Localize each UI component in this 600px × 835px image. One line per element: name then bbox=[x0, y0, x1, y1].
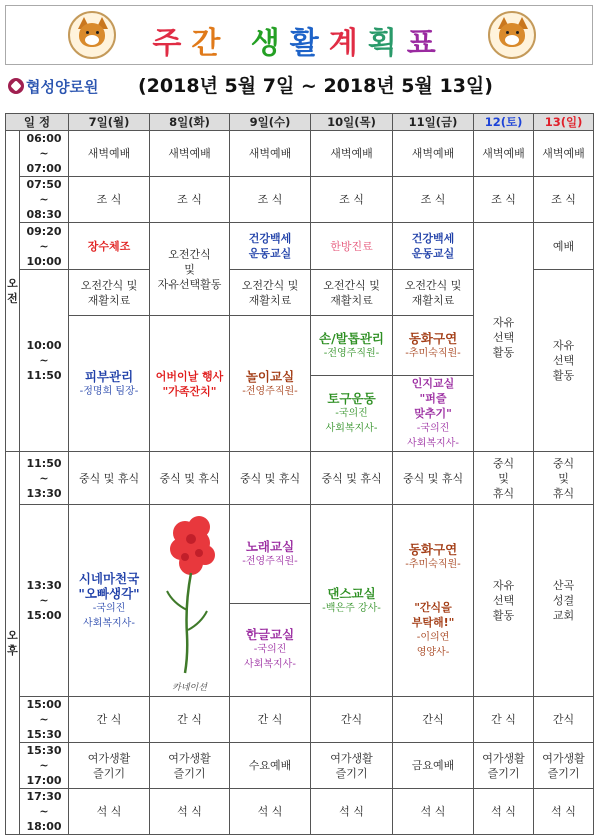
am-label: 오전 bbox=[6, 131, 20, 452]
time-cell: 17:30 ~ 18:00 bbox=[20, 789, 69, 835]
cell-snack-mon: 간 식 bbox=[69, 697, 150, 743]
cell-breakfast-fri: 조 식 bbox=[393, 177, 474, 223]
cell-snack-rehab-thu: 오전간식 및 재활치료 bbox=[311, 270, 393, 316]
title-char: 주 bbox=[152, 26, 192, 61]
carnation-icon bbox=[155, 505, 225, 685]
cell-worship-sun: 예배 bbox=[534, 223, 594, 270]
cell-free-sat: 자유 선택 활동 bbox=[474, 223, 534, 452]
cell-play-wed: 놀이교실 -전영주직원- bbox=[230, 316, 311, 452]
cell-dawn-fri: 새벽예배 bbox=[393, 131, 474, 177]
cell-snack-sun: 간식 bbox=[534, 697, 594, 743]
time-cell: 11:50 ~ 13:30 bbox=[20, 452, 69, 505]
cell-breakfast-thu: 조 식 bbox=[311, 177, 393, 223]
cell-lunch-sun: 중식 및 휴식 bbox=[534, 452, 594, 505]
cell-oriental-thu: 한방진료 bbox=[311, 223, 393, 270]
cell-lunch-fri: 중식 및 휴식 bbox=[393, 452, 474, 505]
cell-snack-free-tue: 오전간식 및 자유선택활동 bbox=[150, 223, 230, 316]
cell-pm-fri: 동화구연 -추미숙직원- "간식을 부탁해!" -이의연 영양사- bbox=[393, 505, 474, 697]
cell-cog-fri: 인지교실 "퍼즐 맞추기" -국의진 사회복지사- bbox=[393, 376, 474, 452]
table-row bbox=[6, 789, 594, 835]
weekly-schedule-table bbox=[5, 113, 594, 835]
table-row bbox=[6, 743, 594, 789]
cell-dawn-sun: 새벽예배 bbox=[534, 131, 594, 177]
title-char: 활 bbox=[289, 26, 329, 61]
table-row bbox=[6, 505, 594, 604]
cell-snack-rehab-mon: 오전간식 및 재활치료 bbox=[69, 270, 150, 316]
header-row bbox=[6, 114, 594, 131]
time-cell: 09:20 ~ 10:00 bbox=[20, 223, 69, 270]
cell-dawn-thu: 새벽예배 bbox=[311, 131, 393, 177]
table-row bbox=[6, 131, 594, 177]
cell-dinner-fri: 석 식 bbox=[393, 789, 474, 835]
col-tue: 8일(화) bbox=[150, 114, 230, 131]
time-cell: 10:00 ~ 11:50 bbox=[20, 270, 69, 452]
cell-breakfast-sun: 조 식 bbox=[534, 177, 594, 223]
cell-dinner-sun: 석 식 bbox=[534, 789, 594, 835]
table-row bbox=[6, 177, 594, 223]
cell-free-sun: 자유 선택 활동 bbox=[534, 270, 594, 452]
title-char: 생 bbox=[250, 26, 290, 61]
cell-snack-rehab-wed: 오전간식 및 재활치료 bbox=[230, 270, 311, 316]
title-banner bbox=[5, 5, 593, 65]
time-cell: 15:00 ~ 15:30 bbox=[20, 697, 69, 743]
cell-clay-thu: 토구운동 -국의진 사회복지사- bbox=[311, 376, 393, 452]
time-cell: 15:30 ~ 17:00 bbox=[20, 743, 69, 789]
cell-dinner-tue: 석 식 bbox=[150, 789, 230, 835]
cell-worship-fri: 금요예배 bbox=[393, 743, 474, 789]
cell-leisure-thu: 여가생활 즐기기 bbox=[311, 743, 393, 789]
title-char: 계 bbox=[328, 26, 368, 61]
cell-lunch-thu: 중식 및 휴식 bbox=[311, 452, 393, 505]
pm-label: 오후 bbox=[6, 452, 20, 835]
cell-lunch-sat: 중식 및 휴식 bbox=[474, 452, 534, 505]
cell-snack-rehab-fri: 오전간식 및 재활치료 bbox=[393, 270, 474, 316]
cell-snack-fri: 간식 bbox=[393, 697, 474, 743]
col-sat: 12(토) bbox=[474, 114, 534, 131]
cell-hangul-wed: 한글교실 -국의진 사회복지사- bbox=[230, 603, 311, 696]
cell-dawn-mon: 새벽예배 bbox=[69, 131, 150, 177]
title-char: 표 bbox=[406, 26, 446, 61]
col-sun: 13(일) bbox=[534, 114, 594, 131]
cell-dawn-sat: 새벽예배 bbox=[474, 131, 534, 177]
cell-story-fri: 동화구연 -추미숙직원- bbox=[393, 316, 474, 376]
cell-leisure-mon: 여가생활 즐기기 bbox=[69, 743, 150, 789]
cell-hand-thu: 손/발톱관리 -전영주직원- bbox=[311, 316, 393, 376]
title-char: 획 bbox=[367, 26, 407, 61]
title-char: 간 bbox=[191, 26, 231, 61]
org-name: 협성양로원 bbox=[26, 77, 99, 96]
cell-breakfast-tue: 조 식 bbox=[150, 177, 230, 223]
cell-dawn-tue: 새벽예배 bbox=[150, 131, 230, 177]
time-cell: 06:00 ~ 07:00 bbox=[20, 131, 69, 177]
cell-skin-mon: 피부관리 -정명희 팀장- bbox=[69, 316, 150, 452]
cell-song-wed: 노래교실 -전영주직원- bbox=[230, 505, 311, 604]
org-logo bbox=[8, 76, 98, 96]
cell-flower-tue bbox=[150, 505, 230, 697]
cell-lunch-wed: 중식 및 휴식 bbox=[230, 452, 311, 505]
cell-cinema-mon: 시네마천국 "오빠생각" -국의진 사회복지사- bbox=[69, 505, 150, 697]
col-schedule: 일 정 bbox=[6, 114, 69, 131]
col-thu: 10일(목) bbox=[311, 114, 393, 131]
cell-snack-wed: 간 식 bbox=[230, 697, 311, 743]
cell-breakfast-wed: 조 식 bbox=[230, 177, 311, 223]
cell-health-fri: 건강백세 운동교실 bbox=[393, 223, 474, 270]
cell-snack-sat: 간 식 bbox=[474, 697, 534, 743]
cell-lunch-mon: 중식 및 휴식 bbox=[69, 452, 150, 505]
time-cell: 07:50 ~ 08:30 bbox=[20, 177, 69, 223]
table-row bbox=[6, 452, 594, 505]
cell-leisure-sun: 여가생활 즐기기 bbox=[534, 743, 594, 789]
cell-dinner-sat: 석 식 bbox=[474, 789, 534, 835]
cell-parents-tue: 어버이날 행사 "가족잔치" bbox=[150, 316, 230, 452]
cell-dance-thu: 댄스교실 -백은주 강사- bbox=[311, 505, 393, 697]
cell-snack-thu: 간식 bbox=[311, 697, 393, 743]
flower-caption: 카네이션 bbox=[172, 683, 207, 693]
cell-dinner-thu: 석 식 bbox=[311, 789, 393, 835]
cell-free-pm-sat: 자유 선택 활동 bbox=[474, 505, 534, 697]
cell-church-sun: 산곡 성결 교회 bbox=[534, 505, 594, 697]
cell-snack-tue: 간 식 bbox=[150, 697, 230, 743]
table-row bbox=[6, 697, 594, 743]
col-wed: 9일(수) bbox=[230, 114, 311, 131]
cell-breakfast-mon: 조 식 bbox=[69, 177, 150, 223]
dog-icon bbox=[488, 11, 536, 59]
table-row bbox=[6, 223, 594, 270]
date-range: (2018년 5월 7일 ~ 2018년 5월 13일) bbox=[138, 75, 493, 97]
cell-health-wed: 건강백세 운동교실 bbox=[230, 223, 311, 270]
logo-mark-icon bbox=[8, 78, 24, 94]
cell-worship-wed: 수요예배 bbox=[230, 743, 311, 789]
cell-lunch-tue: 중식 및 휴식 bbox=[150, 452, 230, 505]
cell-exercise-mon: 장수체조 bbox=[69, 223, 150, 270]
cell-leisure-tue: 여가생활 즐기기 bbox=[150, 743, 230, 789]
cell-dawn-wed: 새벽예배 bbox=[230, 131, 311, 177]
col-fri: 11일(금) bbox=[393, 114, 474, 131]
cell-dinner-mon: 석 식 bbox=[69, 789, 150, 835]
time-cell: 13:30 ~ 15:00 bbox=[20, 505, 69, 697]
cell-leisure-sat: 여가생활 즐기기 bbox=[474, 743, 534, 789]
cell-dinner-wed: 석 식 bbox=[230, 789, 311, 835]
col-mon: 7일(월) bbox=[69, 114, 150, 131]
cell-breakfast-sat: 조 식 bbox=[474, 177, 534, 223]
